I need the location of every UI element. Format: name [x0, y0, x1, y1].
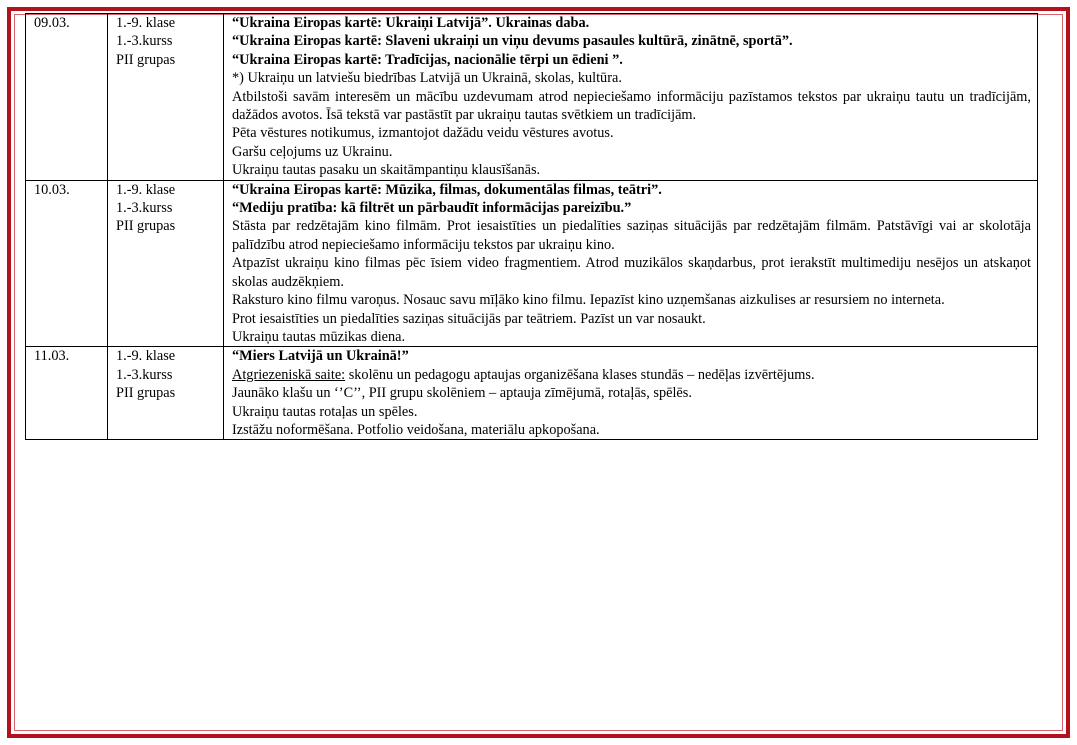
- feedback-label: Atgriezeniskā saite:: [232, 366, 346, 383]
- groups-cell: [108, 347, 224, 440]
- topic-heading: “Miers Latvijā un Ukrainā!”: [232, 348, 409, 365]
- topic-heading: “Mediju pratība: kā filtrēt un pārbaudīt informācijas pareizību.”: [232, 200, 632, 217]
- activity-text: Izstāžu noformēšana. Potfolio veidošana, materiālu apkopošana.: [232, 421, 600, 438]
- activity-text: Atbilstoši savām interesēm un mācību uzdevumam atrod nepieciešamo informāciju pazīstamos tekstos par ukraiņu tautu un tradīcijām, dažādos avotos. Īsā tekstā var pastāstīt par ukraiņu tautas svētkiem un tradīcijām.: [232, 88, 1031, 124]
- activity-text: *) Ukraiņu un latviešu biedrības Latvijā un Ukrainā, skolas, kultūra.: [232, 70, 622, 87]
- date-text: 10.03.: [34, 181, 70, 198]
- date-cell: [26, 14, 108, 181]
- activity-text: Prot iesaistīties un piedalīties saziņas situācijās par teātriem. Pazīst un var nosaukt.: [232, 310, 706, 327]
- topic-heading: “Ukraina Eiropas kartē: Tradīcijas, nacionālie tērpi un ēdieni ”.: [232, 51, 623, 68]
- activity-text: Garšu ceļojums uz Ukrainu.: [232, 143, 393, 160]
- group-label: 1.-9. klase: [116, 181, 176, 198]
- activity-text: Ukraiņu tautas mūzikas diena.: [232, 328, 406, 345]
- table-row: [26, 347, 1038, 440]
- content-cell: [224, 14, 1038, 181]
- topic-heading: “Ukraina Eiropas kartē: Slaveni ukraiņi un viņu devums pasaules kultūrā, zinātnē, sportā”.: [232, 33, 793, 50]
- date-cell: [26, 180, 108, 347]
- group-label: 1.-9. klase: [116, 348, 176, 365]
- groups-cell: [108, 14, 224, 181]
- activity-text: Pēta vēstures notikumus, izmantojot dažādu veidu vēstures avotus.: [232, 125, 614, 142]
- activity-text: Ukraiņu tautas pasaku un skaitāmpantiņu klausīšanās.: [232, 162, 541, 179]
- date-cell: [26, 347, 108, 440]
- content-cell: [224, 180, 1038, 347]
- content-cell: [224, 347, 1038, 440]
- table-row: [26, 180, 1038, 347]
- group-label: PII grupas: [116, 385, 176, 402]
- feedback-line: [232, 366, 1031, 384]
- group-label: PII grupas: [116, 218, 176, 235]
- feedback-text: skolēnu un pedagogu aptaujas organizēšana klases stundās – nedēļas izvērtējums.: [345, 366, 815, 383]
- activity-text: Ukraiņu tautas rotaļas un spēles.: [232, 403, 418, 420]
- activity-text: Jaunāko klašu un ‘’C’’, PII grupu skolēniem – aptauja zīmējumā, rotaļās, spēlēs.: [232, 385, 692, 402]
- group-label: 1.-3.kurss: [116, 33, 173, 50]
- date-text: 09.03.: [34, 15, 70, 31]
- group-label: 1.-3.kurss: [116, 200, 173, 217]
- activity-text: Stāsta par redzētajām kino filmām. Prot iesaistīties un piedalīties saziņas situācijās par redzētajām filmām. Patstāvīgi vai ar skolotāja palīdzību atrod nepieciešamo informāciju tekstos par ukraiņu kino.: [232, 218, 1031, 253]
- groups-cell: [108, 180, 224, 347]
- topic-heading: “Ukraina Eiropas kartē: Ukraiņi Latvijā”. Ukrainas daba.: [232, 15, 590, 31]
- date-text: 11.03.: [34, 348, 70, 365]
- schedule-table: [25, 13, 1038, 440]
- group-label: PII grupas: [116, 51, 176, 68]
- activity-text: Atpazīst ukraiņu kino filmas pēc īsiem video fragmentiem. Atrod muzikālos skaņdarbus, prot ierakstīt multimediju nesējos un atskaņot skolas audzēkņiem.: [232, 255, 1031, 290]
- activity-text: Raksturo kino filmu varoņus. Nosauc savu mīļāko kino filmu. Iepazīst kino uzņemšanas aizkulises ar resursiem no interneta.: [232, 292, 945, 309]
- group-label: 1.-3.kurss: [116, 366, 173, 383]
- table-row: [26, 14, 1038, 181]
- group-label: 1.-9. klase: [116, 15, 176, 31]
- topic-heading: “Ukraina Eiropas kartē: Mūzika, filmas, dokumentālas filmas, teātri”.: [232, 181, 662, 198]
